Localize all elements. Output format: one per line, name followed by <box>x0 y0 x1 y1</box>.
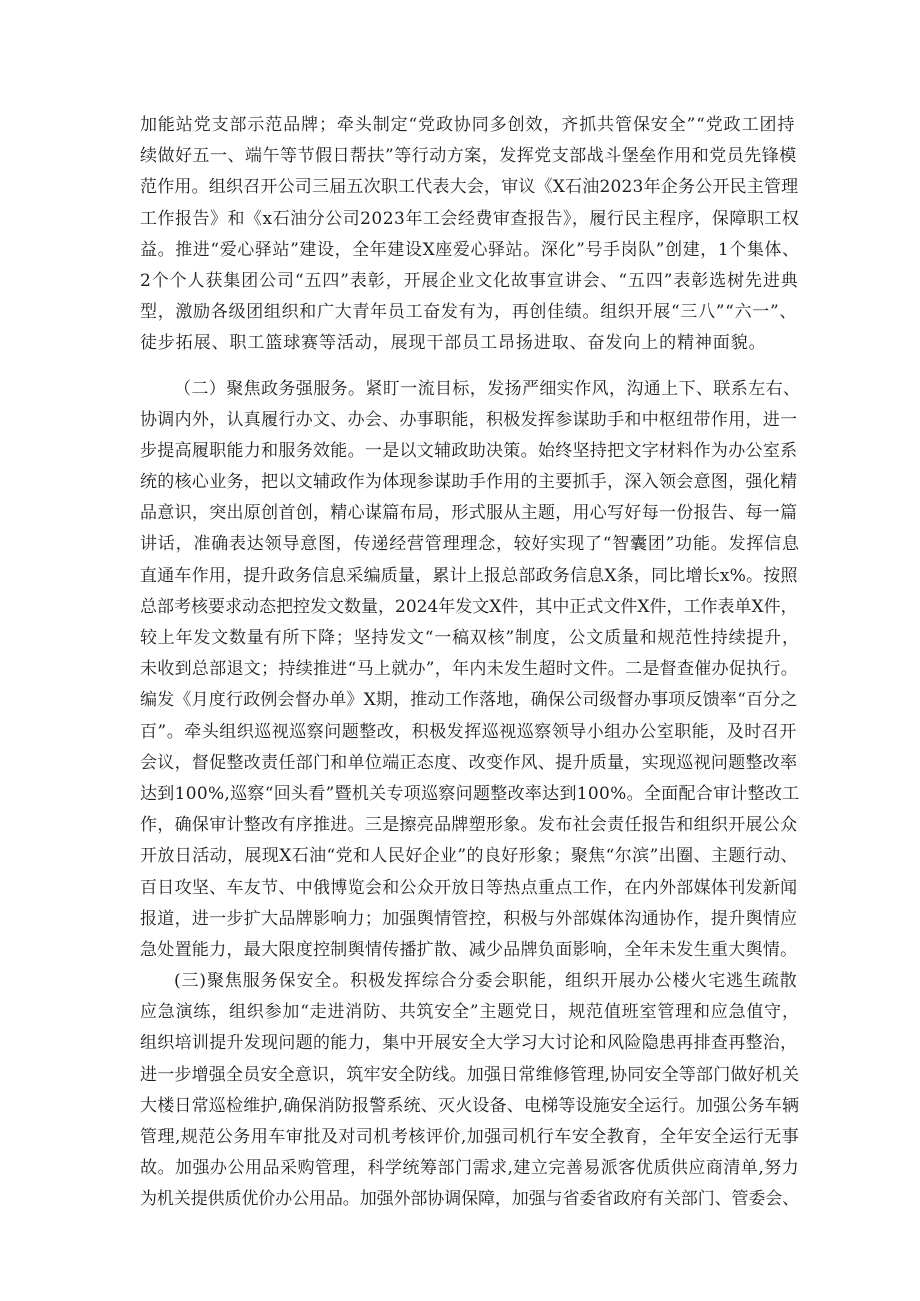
text-line: 品意识，突出原创首创，精心谋篇布局，形式服从主题，用心写好每一份报告、每一篇 <box>140 503 798 524</box>
text-line: 续做好五一、端午等节假日帮扶”等行动方案，发挥党支部战斗堡垒作用和党员先锋模 <box>140 146 797 167</box>
text-line: 急处置能力，最大限度控制舆情传播扩散、减少品牌负面影响，全年未发生重大舆情。 <box>140 939 798 960</box>
text-line: 会议，督促整改责任部门和单位端正态度、改变作风、提升质量，实现巡视问题整改率 <box>140 752 798 773</box>
text-line: 加能站党支部示范品牌；牵头制定“党政协同多创效，齐抓共管保安全”“党政工团持 <box>140 115 796 135</box>
text-line: 2个个人获集团公司“五四”表彰，开展企业文化故事宣讲会、“五四”表彰选树先进典 <box>140 270 799 291</box>
text-line: 范作用。组织召开公司三届五次职工代表大会，审议《X石油2023年企务公开民主管理 <box>140 177 799 198</box>
text-line: 统的核心业务，把以文辅政作为体现参谋助手作用的主要抓手，深入领会意图，强化精 <box>140 472 798 493</box>
text-line: 步提高履职能力和服务效能。一是以文辅政助决策。始终坚持把文字材料作为办公室系 <box>140 440 798 461</box>
text-line: 大楼日常巡检维护,确保消防报警系统、灭火设备、电梯等设施安全运行。加强公务车辆 <box>140 1095 800 1116</box>
section-heading-line: (三)聚焦服务保安全。积极发挥综合分委会职能，组织开展办公楼火宅逃生疏散 <box>174 971 798 992</box>
text-line: 进一步增强全员安全意识，筑牢安全防线。加强日常维修管理,协同安全等部门做好机关 <box>140 1064 800 1085</box>
paragraph-party-building <box>140 110 800 360</box>
text-line: 应急演练，组织参加“走进消防、共筑安全”主题党日，规范值班室管理和应急值守， <box>140 1002 800 1023</box>
text-line: 组织培训提升发现问题的能力，集中开展安全大学习大讨论和风险隐患再排查再整治， <box>140 1033 798 1054</box>
text-line: 讲话，准确表达领导意图，传递经营管理理念，较好实现了“智囊团”功能。发挥信息 <box>140 534 800 555</box>
text-line: 协调内外，认真履行办文、办会、办事职能，积极发挥参谋助手和中枢纽带作用，进一 <box>140 409 798 430</box>
text-line: 直通车作用，提升政务信息采编质量，累计上报总部政务信息X条，同比增长x%。按照 <box>140 565 798 586</box>
text-line: 开放日活动，展现X石油“党和人民好企业”的良好形象；聚焦“尔滨”出圈、主题行动、 <box>140 846 798 867</box>
text-line: 工作报告》和《x石油分公司2023年工会经费审查报告》，履行民主程序，保障职工权 <box>140 208 800 229</box>
document-body <box>140 110 800 1216</box>
text-line: 百日攻坚、车友节、中俄博览会和公众开放日等热点重点工作，在内外部媒体刊发新闻 <box>140 877 798 898</box>
section-heading-line: （二）聚焦政务强服务。紧盯一流目标，发扬严细实作风，沟通上下、联系左右、 <box>174 378 801 399</box>
text-line: 为机关提供质优价办公用品。加强外部协调保障，加强与省委省政府有关部门、管委会、 <box>140 1189 800 1210</box>
text-line: 故。加强办公用品采购管理，科学统筹部门需求,建立完善易派客优质供应商清单,努力 <box>140 1158 800 1179</box>
text-line: 益。推进“爱心驿站”建设，全年建设X座爱心驿站。深化”号手岗队”创建，1个集体、 <box>140 239 800 260</box>
paragraph-safety-service <box>140 966 800 1216</box>
text-line: 未收到总部退文；持续推进“马上就办”，年内未发生超时文件。二是督查催办促执行。 <box>140 659 799 680</box>
text-line: 管理,规范公务用车审批及对司机考核评价,加强司机行车安全教育，全年安全运行无事 <box>140 1127 800 1147</box>
text-line: 百”。牵头组织巡视巡察问题整改，积极发挥巡视巡察领导小组办公室职能，及时召开 <box>140 721 797 742</box>
text-line: 达到100%,巡察“回头看”暨机关专项巡察问题整改率达到100%。全面配合审计整改工 <box>140 783 800 804</box>
text-line: 总部考核要求动态把控发文数量，2024年发文X件，其中正式文件X件，工作表单X件， <box>140 596 798 617</box>
text-line: 较上年发文数量有所下降；坚持发文“一稿双核”制度，公文质量和规范性持续提升， <box>140 628 800 648</box>
text-line: 徒步拓展、职工篮球赛等活动，展现干部员工昂扬进取、奋发向上的精神面貌。 <box>140 333 767 354</box>
text-line: 报道，进一步扩大品牌影响力；加强舆情管控，积极与外部媒体沟通协作，提升舆情应 <box>140 908 798 929</box>
text-line: 作，确保审计整改有序推进。三是擦亮品牌塑形象。发布社会责任报告和组织开展公众 <box>140 815 798 836</box>
paragraph-government-affairs <box>140 374 800 967</box>
text-line: 编发《月度行政例会督办单》X期，推动工作落地，确保公司级督办事项反馈率“百分之 <box>140 690 798 711</box>
text-line: 型，激励各级团组织和广大青年员工奋发有为，再创佳绩。组织开展“三八”“六一”、 <box>140 302 798 323</box>
